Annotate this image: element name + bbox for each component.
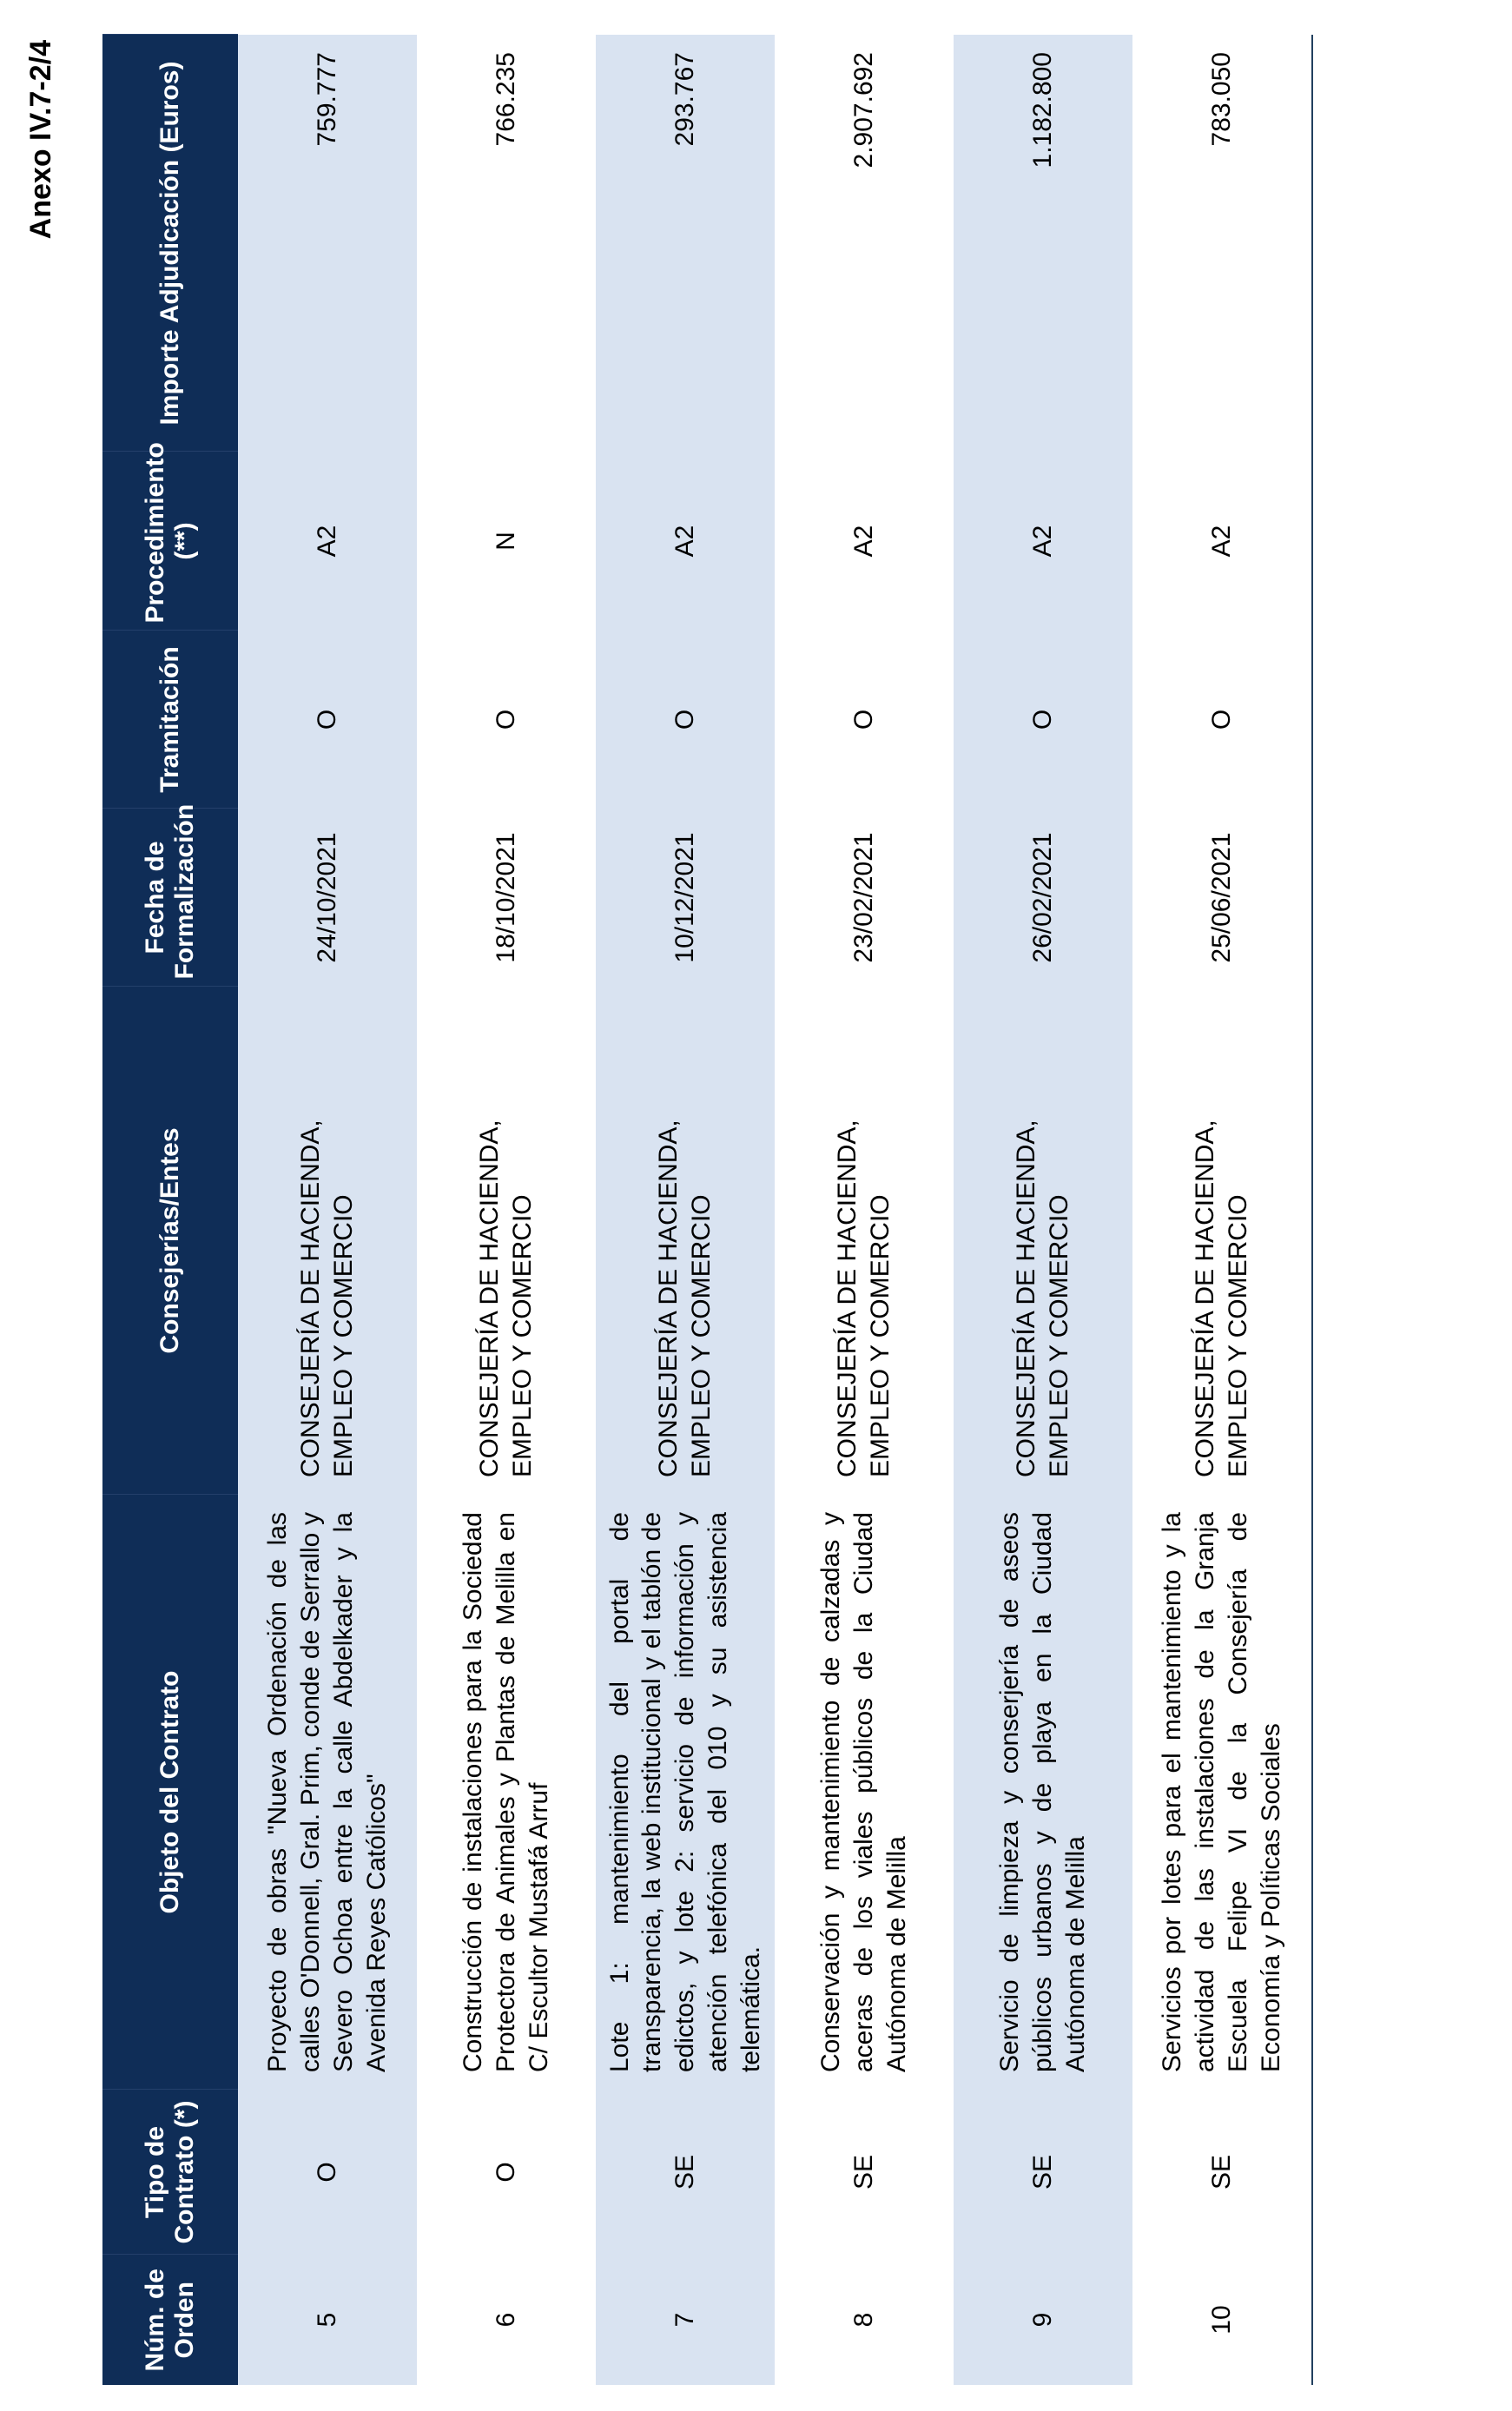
cell-importe: 293.767 (596, 35, 775, 452)
cell-procedimiento: A2 (775, 452, 954, 631)
cell-consejeria: CONSEJERÍA DE HACIENDA, EMPLEO Y COMERCIO (1132, 987, 1312, 1495)
cell-fecha: 18/10/2021 (417, 809, 596, 987)
cell-tramitacion: O (596, 631, 775, 809)
cell-tramitacion: O (238, 631, 417, 809)
cell-orden: 7 (596, 2255, 775, 2385)
header-orden: Núm. de Orden (102, 2255, 238, 2385)
cell-objeto: Construcción de instalaciones para la Sociedad Protectora de Animales y Plantas de Melilla en C/ Escultor Mustafá Arruf (417, 1495, 596, 2090)
cell-objeto: Lote 1: mantenimiento del portal de transparencia, la web institucional y el tablón de edictos, y lote 2: servicio de información y atención telefónica del 010 y su asistencia telemática. (596, 1495, 775, 2090)
table-row (238, 35, 417, 2385)
cell-tipo: SE (954, 2090, 1132, 2255)
header-importe: Importe Adjudicación (Euros) (102, 35, 238, 452)
table-header-row (102, 35, 238, 2385)
cell-orden: 5 (238, 2255, 417, 2385)
header-objeto: Objeto del Contrato (102, 1495, 238, 2090)
cell-consejeria: CONSEJERÍA DE HACIENDA, EMPLEO Y COMERCIO (775, 987, 954, 1495)
cell-tramitacion: O (775, 631, 954, 809)
header-consejerias: Consejerías/Entes (102, 987, 238, 1495)
cell-importe: 759.777 (238, 35, 417, 452)
header-tramitacion: Tramitación (102, 631, 238, 809)
cell-tramitacion: O (954, 631, 1132, 809)
cell-fecha: 26/02/2021 (954, 809, 1132, 987)
cell-fecha: 24/10/2021 (238, 809, 417, 987)
cell-consejeria: CONSEJERÍA DE HACIENDA, EMPLEO Y COMERCIO (954, 987, 1132, 1495)
cell-procedimiento: A2 (1132, 452, 1312, 631)
cell-tipo: SE (775, 2090, 954, 2255)
cell-fecha: 23/02/2021 (775, 809, 954, 987)
cell-tipo: O (417, 2090, 596, 2255)
cell-procedimiento: N (417, 452, 596, 631)
cell-tramitacion: O (417, 631, 596, 809)
cell-tipo: SE (596, 2090, 775, 2255)
table-row (417, 35, 596, 2385)
header-procedimiento: Procedimiento (**) (102, 452, 238, 631)
header-fecha: Fecha de Formalización (102, 809, 238, 987)
cell-tipo: O (238, 2090, 417, 2255)
cell-orden: 10 (1132, 2255, 1312, 2385)
header-tipo: Tipo de Contrato (*) (102, 2090, 238, 2255)
cell-consejeria: CONSEJERÍA DE HACIENDA, EMPLEO Y COMERCIO (596, 987, 775, 1495)
cell-procedimiento: A2 (954, 452, 1132, 631)
cell-importe: 2.907.692 (775, 35, 954, 452)
cell-objeto: Conservación y mantenimiento de calzadas y aceras de los viales públicos de la Ciudad Autónoma de Melilla (775, 1495, 954, 2090)
cell-importe: 766.235 (417, 35, 596, 452)
cell-procedimiento: A2 (238, 452, 417, 631)
table-row (1132, 35, 1312, 2385)
table-row (954, 35, 1132, 2385)
cell-importe: 1.182.800 (954, 35, 1132, 452)
table-row (596, 35, 775, 2385)
cell-orden: 6 (417, 2255, 596, 2385)
cell-orden: 8 (775, 2255, 954, 2385)
cell-fecha: 10/12/2021 (596, 809, 775, 987)
cell-tipo: SE (1132, 2090, 1312, 2255)
cell-fecha: 25/06/2021 (1132, 809, 1312, 987)
cell-tramitacion: O (1132, 631, 1312, 809)
cell-objeto: Proyecto de obras "Nueva Ordenación de las calles O'Donnell, Gral. Prim, conde de Serrallo y Severo Ochoa entre la calle Abdelkader y la Avenida Reyes Católicos" (238, 1495, 417, 2090)
cell-orden: 9 (954, 2255, 1132, 2385)
cell-importe: 783.050 (1132, 35, 1312, 452)
cell-consejeria: CONSEJERÍA DE HACIENDA, EMPLEO Y COMERCIO (417, 987, 596, 1495)
contracts-table (102, 35, 1313, 2386)
cell-objeto: Servicios por lotes para el mantenimiento y la actividad de las instalaciones de la Granja Escuela Felipe VI de la Consejería de Economía y Políticas Sociales (1132, 1495, 1312, 2090)
cell-objeto: Servicio de limpieza y conserjería de aseos públicos urbanos y de playa en la Ciudad Autónoma de Melilla (954, 1495, 1132, 2090)
cell-consejeria: CONSEJERÍA DE HACIENDA, EMPLEO Y COMERCIO (238, 987, 417, 1495)
cell-procedimiento: A2 (596, 452, 775, 631)
table-row (775, 35, 954, 2385)
annex-title: Anexo IV.7-2/4 (24, 40, 57, 240)
